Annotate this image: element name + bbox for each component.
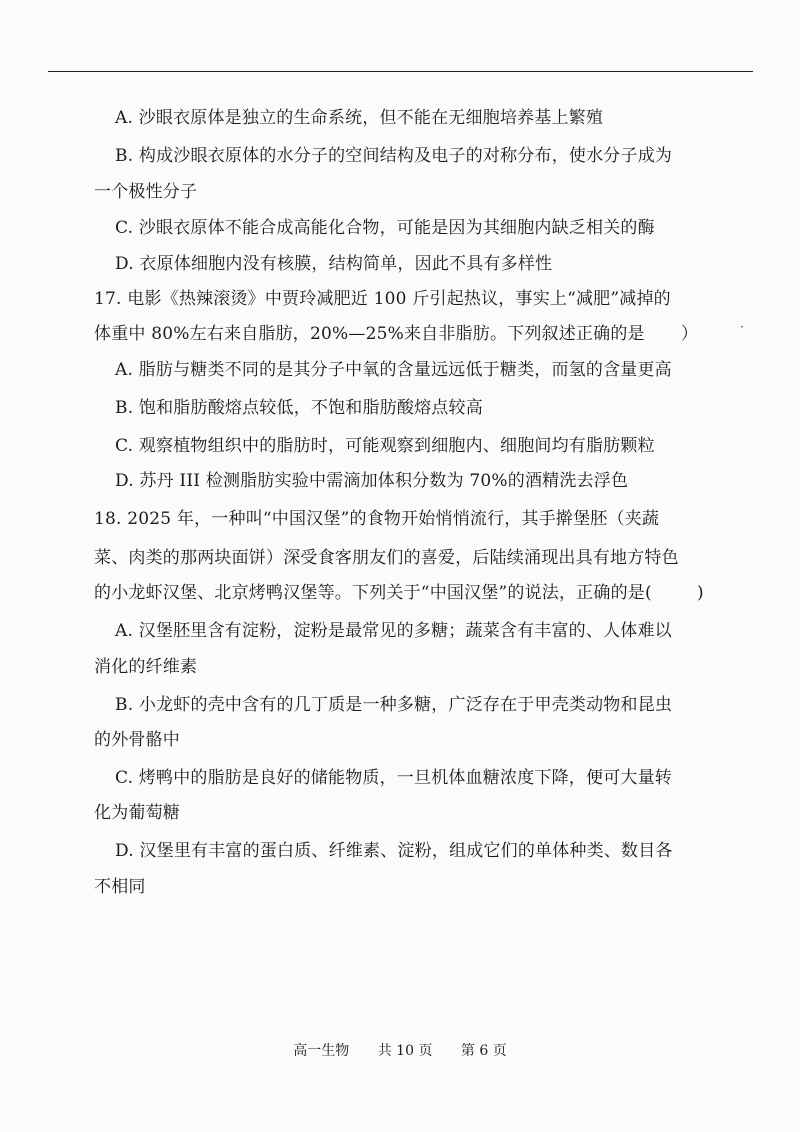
- q18-option-c-line1: C. 烤鸭中的脂肪是良好的储能物质，一旦机体血糖浓度下降，便可大量转: [115, 768, 673, 788]
- q17-option-b: B. 饱和脂肪酸熔点较低，不饱和脂肪酸熔点较高: [115, 398, 483, 418]
- q16-option-d: D. 衣原体细胞内没有核膜，结构简单，因此不具有多样性: [115, 254, 553, 274]
- q16-option-b-line2: 一个极性分子: [94, 182, 198, 202]
- q18-option-a-line2: 消化的纤维素: [94, 657, 198, 677]
- q18-option-c-line2: 化为葡萄糖: [94, 803, 180, 823]
- q18-option-d-line1: D. 汉堡里有丰富的蛋白质、纤维素、淀粉，组成它们的单体种类、数目各: [115, 841, 673, 861]
- q18-option-b-line1: B. 小龙虾的壳中含有的几丁质是一种多糖，广泛存在于甲壳类动物和昆虫: [115, 695, 673, 715]
- q18-stem-line2: 菜、肉类的那两块面饼）深受食客朋友们的喜爱，后陆续涌现出具有地方特色: [94, 548, 679, 568]
- q17-stem-line1: 17. 电影《热辣滚烫》中贾玲减肥近 100 斤引起热议，事实上“减肥”减掉的: [94, 289, 671, 309]
- q17-option-a: A. 脂肪与糖类不同的是其分子中氧的含量远远低于糖类，而氢的含量更高: [115, 360, 672, 380]
- footer-total-pages: 共 10 页: [377, 1043, 433, 1059]
- header-rule: [48, 71, 753, 72]
- q16-option-c: C. 沙眼衣原体不能合成高能化合物，可能是因为其细胞内缺乏相关的酶: [115, 218, 655, 238]
- q17-option-c: C. 观察植物组织中的脂肪时，可能观察到细胞内、细胞间均有脂肪颗粒: [115, 436, 655, 456]
- q17-option-d: D. 苏丹 III 检测脂肪实验中需滴加体积分数为 70%的酒精洗去浮色: [115, 471, 629, 491]
- q17-answer-paren: ）: [681, 324, 698, 344]
- page-footer: [0, 1041, 800, 1061]
- footer-page-number: 第 6 页: [460, 1043, 507, 1059]
- q16-option-b-line1: B. 构成沙眼衣原体的水分子的空间结构及电子的对称分布，使水分子成为: [115, 146, 673, 166]
- q17-stem-line2: 体重中 80%左右来自脂肪，20%—25%来自非脂肪。下列叙述正确的是: [94, 324, 645, 344]
- q18-option-d-line2: 不相同: [94, 877, 146, 897]
- q18-option-a-line1: A. 汉堡胚里含有淀粉，淀粉是最常见的多糖；蔬菜含有丰富的、人体难以: [115, 621, 672, 641]
- footer-subject: 高一生物: [293, 1043, 350, 1059]
- q18-stem-line1: 18. 2025 年，一种叫“中国汉堡”的食物开始悄悄流行，其手擀堡胚（夹蔬: [94, 509, 660, 529]
- q18-option-b-line2: 的外骨骼中: [94, 730, 180, 750]
- q18-answer-paren: ): [697, 583, 704, 603]
- scan-speck: ·: [740, 320, 744, 334]
- q16-option-a: A. 沙眼衣原体是独立的生命系统，但不能在无细胞培养基上繁殖: [115, 108, 604, 128]
- q18-stem-line3: 的小龙虾汉堡、北京烤鸭汉堡等。下列关于“中国汉堡”的说法，正确的是(: [94, 583, 652, 603]
